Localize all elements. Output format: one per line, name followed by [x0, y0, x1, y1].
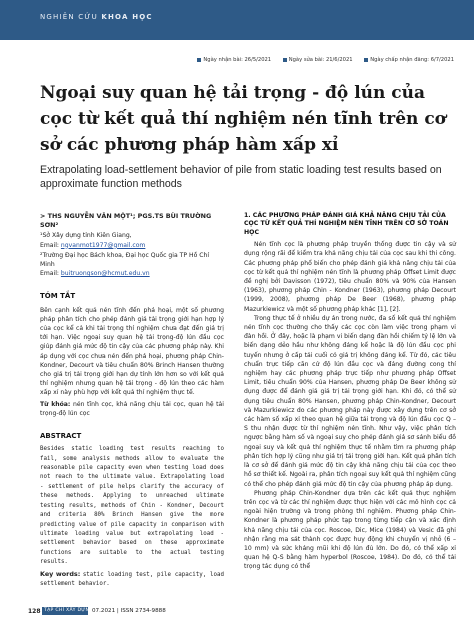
abstract-keywords-label: Key words: — [40, 569, 83, 578]
body-paragraph-2: Trong thực tế ở nhiều dự án trong nước, đa số kết quả thí nghiệm nén tĩnh cọc thường cho thấy các cọc còn làm việc trong phạm vi đàn hồi. Ở đây, hoặc là phạm vi biến dạng đàn hồi chiếm tỷ lệ lớn và biến dạng dẻo hầu như không đáng kể hoặc là độ lún đầu cọc phi tuyến nhưng ở cấp tải cuối có giá trị không đáng kể. Từ đó, các tiêu chuẩn trực tiếp căn cứ độ lún đầu cọc và đáng đường cong thí nghiệm hay các phương pháp trực tiếp như phương pháp Offset Limit, tiêu chuẩn 90% của Hansen, phương pháp De Beer không sử dụng được để đánh giá giá trị tải trọng giới hạn. Khi đó, có thể sử dụng tiêu chuẩn 80% Hansen, phương pháp Chin-Kondner, Decourt và Mazurkiewicz do các phương pháp này được xây dựng trên cơ sở các hàm số xấp xỉ theo quan hệ giữa tải trọng và độ lún đầu cọc Q – S thu nhận được từ thí nghiệm nén tĩnh. Như vậy, việc phân tích ngược bằng hàm số và ngoại suy cho phép đánh giá sơ sánh biểu đồ ngoại suy và kết quả thí nghiệm thực tế nhằm tìm ra phương pháp phân tích hợp lý cũng như giá trị tải trọng giới hạn. Kết quả phân tích là cơ sở để đánh giá mức độ tin cậy khả năng chịu tải của cọc theo hồ sơ thiết kế. Ngoài ra, phân tích ngoại suy kết quả thí nghiệm cũng có thể cho phép đánh giá mức độ tin cậy của phương pháp áp dụng. — [244, 314, 456, 488]
received-date-text: Ngày nhận bài: 26/5/2021 — [203, 57, 272, 63]
section-prefix: NGHIÊN CỨU — [40, 13, 98, 21]
page-number: 128 — [28, 608, 41, 615]
affiliation-2: ²Trường Đại học Bách khoa, Đại học Quốc gia TP Hồ Chí Minh — [40, 251, 210, 269]
journal-header-bar — [0, 0, 474, 40]
author-list: > THS NGUYỄN VĂN MỘT¹; PGS.TS BÙI TRƯỜNG SƠN² — [40, 212, 212, 230]
summary-keywords-label: Từ khóa: — [40, 400, 74, 408]
article-dates — [0, 57, 454, 63]
article-title: Ngoại suy quan hệ tải trọng - độ lún của cọc từ kết quả thí nghiệm nén tĩnh trên cơ sở các phương pháp hàm xấp xỉ — [40, 83, 447, 155]
abstract-text: Besides static loading test results reaching to fail, some analysis methods allow to evaluate the reasonable pile capacity even when testing load does not reach to the ultimate value. Extrapolating load - settlement of pile helps clarify the accuracy of these methods. Applying to unreached ultimate testing results, methods of Chin - Kondner, Decourt and criteria 80% Brinch Hansen give the more predicting value of pile capacity in comparison with ultimate loading value but extrapolating load - settlement behavior based on these approximate functions are suitable to the actual testing results. — [40, 446, 224, 566]
summary-heading: TÓM TẮT — [40, 292, 76, 301]
journal-brand: TẠP CHÍ XÂY DỰNG — [44, 608, 94, 613]
abstract-keywords-text: static loading test, pile capacity, load settlement behavior. — [40, 571, 224, 587]
section-label — [40, 13, 153, 21]
revised-date-text: Ngày sửa bài: 21/6/2021 — [288, 57, 353, 63]
received-date — [197, 57, 271, 63]
email-1-link[interactable]: ngvanmot1977@gmail.com — [60, 241, 146, 249]
abstract-keywords — [40, 570, 224, 590]
abstract-heading: ABSTRACT — [40, 432, 82, 441]
accepted-date-text: Ngày chấp nhận đăng: 6/7/2021 — [370, 57, 454, 63]
summary-keywords-text: nén tĩnh cọc, khả năng chịu tải cọc, quan hệ tải trọng-độ lún cọc — [40, 400, 224, 417]
left-column — [40, 212, 224, 589]
email-2-label: Email: — [40, 270, 61, 278]
email-1-label: Email: — [40, 241, 61, 249]
issue-info: 07.2021 | ISSN 2734-9888 — [92, 608, 166, 614]
right-column — [244, 212, 456, 572]
summary-keywords — [40, 400, 224, 418]
section-1-heading: 1. CÁC PHƯƠNG PHÁP ĐÁNH GIÁ KHẢ NĂNG CHỊU TẢI CỦA CỌC TỪ KẾT QUẢ THÍ NGHIỆM NÉN TĨNH TRÊN CƠ SỞ TOÁN HỌC — [244, 212, 449, 236]
body-paragraph-3: Phương pháp Chin-Kondner dựa trên các kết quả thực nghiệm trên cọc và từ các thí nghiệm được thực hiện với các mô hình cọc cả ngoài hiện trường và trong phòng thí nghiệm. Phương pháp Chin-Kondner là phương pháp phức tạp trong từng tiếp cận và xác định khả năng chịu tải của cọc. Roscoe, Dic, Mice (1984) và Vesic đã ghi nhận rằng ma sát thành cọc được huy động khi chuyển vị nhỏ (6 – 10 mm) và sức kháng mũi khi độ lún đủ lớn. Do đó, có thể xấp xỉ quan hệ Q-S bằng hàm hyperbol (Roscoe, 1984). Do đó, có thể tải trọng tác dụng có thể — [244, 489, 456, 571]
summary-text: Bên cạnh kết quả nén tĩnh đến phá hoại, một số phương pháp phân tích cho phép đánh giá tải trọng giới hạn hợp lý của cọc kể cả khi tải trọng thí nghiệm chưa đạt đến giá trị tới hạn. Việc ngoại suy quan hệ tải trọng-độ lún đầu cọc giúp đánh giá mức độ tin cậy của các phương pháp này. Khi áp dụng với cọc chưa nén đến phá hoại, phương pháp Chin-Kondner, Decourt và tiêu chuẩn 80% Brinch Hansen thường cho giá trị tải trọng giới hạn dự tính lớn hơn so với kết quả thí nghiệm nhưng quan hệ tải trọng - độ lún theo các hàm xấp xỉ này phù hợp với kết quả thí nghiệm thực tế. — [40, 306, 224, 397]
accepted-date — [364, 57, 454, 63]
body-paragraph-1: Nén tĩnh cọc là phương pháp truyền thống được tin cậy và sử dụng rộng rãi để kiểm tra khả năng chịu tải của cọc sau khi thi công. Các phương pháp phổ biến cho phép đánh giá khả năng chịu tải của cọc từ kết quả thí nghiệm nén tĩnh là phương pháp Offset Limit được đề nghị bởi Davisson (1972), tiêu chuẩn 80% và 90% của Hansen (1963), phương pháp Chin - Kondner (1963), phương pháp Decourt (1999, 2008), phương pháp De Beer (1968), phương pháp Mazurkiewicz và một số phương pháp khác [1], [2]. — [244, 241, 456, 313]
email-2-link[interactable]: buitruongson@hcmut.edu.vn — [60, 270, 150, 278]
email-2-line — [40, 269, 224, 278]
article-subtitle: Extrapolating load-settlement behavior of pile from static loading test results based on approximate function methods — [40, 164, 442, 190]
section-bold: KHOA HỌC — [101, 13, 153, 21]
page-footer — [0, 594, 474, 628]
email-1-line — [40, 241, 224, 250]
affiliation-1: ¹Sở Xây dựng tỉnh Kiên Giang, — [40, 232, 132, 240]
revised-date — [283, 57, 353, 63]
